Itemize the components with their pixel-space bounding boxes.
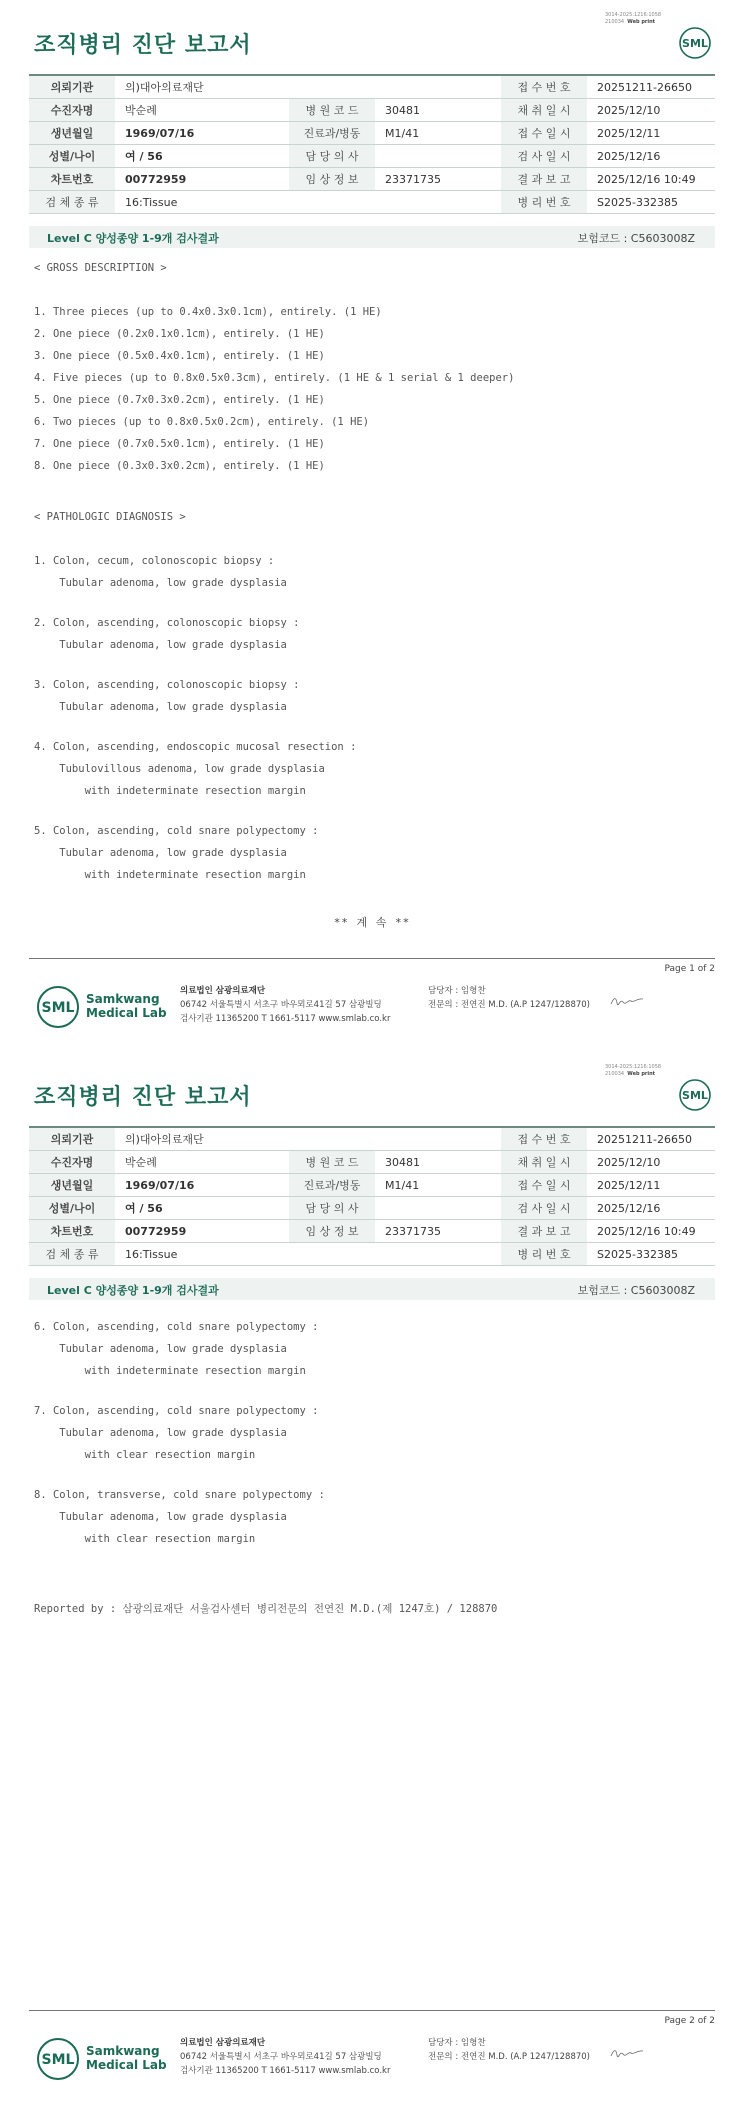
specialist-name: 전문의 : 전연진 M.D. (A.P 1247/128870): [428, 2052, 590, 2062]
info-row: [29, 168, 715, 191]
stamp-web: Web print: [627, 1071, 656, 1077]
diagnosis-result: Tubular adenoma, low grade dysplasia: [34, 1427, 287, 1439]
report-page-2: [0, 1052, 744, 2104]
specimen-value: 16:Tissue: [115, 1243, 501, 1266]
info-row: [29, 191, 715, 214]
gross-item: 6. Two pieces (up to 0.8x0.5x0.2cm), entirely. (1 HE): [34, 416, 370, 428]
doctor-label: 담 당 의 사: [289, 145, 375, 168]
reported-by: Reported by : 삼광의료재단 서울검사센터 병리전문의 전연진 M.D.(제 1247호) / 128870: [34, 1603, 498, 1615]
svg-text:SML: SML: [682, 37, 708, 50]
hospital-code-value: 30481: [375, 99, 501, 122]
continued-marker: ** 계 속 **: [333, 916, 411, 929]
clinical-label: 임 상 정 보: [289, 1220, 375, 1243]
dept-label: 진료과/병동: [289, 122, 375, 145]
info-row: [29, 99, 715, 122]
lab-name: [86, 2044, 167, 2072]
exam-date-label: 검 사 일 시: [501, 145, 587, 168]
print-stamp: [605, 12, 661, 26]
gross-item: 1. Three pieces (up to 0.4x0.3x0.1cm), entirely. (1 HE): [34, 306, 382, 318]
lab-name: [86, 992, 167, 1020]
stamp-line: 210034: [605, 1071, 625, 1077]
patient-info-table: [29, 1126, 715, 1266]
sex-age-value: 여 / 56: [115, 145, 289, 168]
lab-name-line: Samkwang: [86, 992, 160, 1006]
diagnosis-result: Tubular adenoma, low grade dysplasia: [34, 577, 287, 589]
specimen-value: 16:Tissue: [115, 191, 501, 214]
diagnosis-result: Tubular adenoma, low grade dysplasia: [34, 639, 287, 651]
lab-street: 06742 서울특별시 서초구 바우뫼로41길 57 삼광빌딩: [180, 1000, 382, 1010]
insurance-code: 보험코드 : C5603008Z: [577, 1284, 695, 1297]
info-row: [29, 1151, 715, 1174]
gross-item: 4. Five pieces (up to 0.8x0.5x0.3cm), entirely. (1 HE & 1 serial & 1 deeper): [34, 372, 515, 384]
dob-value: 1969/07/16: [115, 1174, 289, 1197]
doctor-value: [375, 145, 501, 168]
diagnosis-result: Tubulovillous adenoma, low grade dysplasia: [34, 763, 325, 775]
path-no-label: 병 리 번 호: [501, 191, 587, 214]
gross-item: 3. One piece (0.5x0.4x0.1cm), entirely. (1 HE): [34, 350, 325, 362]
dob-value: 1969/07/16: [115, 122, 289, 145]
lab-address: [180, 2036, 390, 2078]
chart-label: 차트번호: [29, 1220, 115, 1243]
receipt-no-value: 20251211-26650: [587, 75, 715, 99]
diagnosis-result: Tubular adenoma, low grade dysplasia: [34, 1343, 287, 1355]
exam-date-value: 2025/12/16: [587, 1197, 715, 1220]
patient-label: 수진자명: [29, 99, 115, 122]
svg-text:SML: SML: [41, 2052, 75, 2068]
staff-name: 담당자 : 임형찬: [428, 986, 486, 996]
diagnosis-margin: with indeterminate resection margin: [34, 869, 306, 881]
page-number: Page 1 of 2: [664, 964, 715, 974]
diagnosis-result: Tubular adenoma, low grade dysplasia: [34, 847, 287, 859]
diagnosis-site: 5. Colon, ascending, cold snare polypectomy :: [34, 825, 319, 837]
exam-date-label: 검 사 일 시: [501, 1197, 587, 1220]
sml-logo-icon: [678, 1078, 712, 1112]
patient-info-table: [29, 74, 715, 214]
doctor-label: 담 당 의 사: [289, 1197, 375, 1220]
patient-value: 박순례: [115, 1151, 289, 1174]
path-no-value: S2025-332385: [587, 1243, 715, 1266]
info-row: [29, 1174, 715, 1197]
dept-value: M1/41: [375, 122, 501, 145]
report-date-label: 결 과 보 고: [501, 1220, 587, 1243]
collect-date-label: 채 취 일 시: [501, 99, 587, 122]
diagnosis-result: Tubular adenoma, low grade dysplasia: [34, 1511, 287, 1523]
diagnosis-margin: with indeterminate resection margin: [34, 1365, 306, 1377]
collect-date-value: 2025/12/10: [587, 1151, 715, 1174]
dept-label: 진료과/병동: [289, 1174, 375, 1197]
diagnosis-margin: with clear resection margin: [34, 1449, 256, 1461]
footer-divider: [29, 2010, 715, 2011]
gross-item: 2. One piece (0.2x0.1x0.1cm), entirely. (1 HE): [34, 328, 325, 340]
diagnosis-margin: with indeterminate resection margin: [34, 785, 306, 797]
print-stamp: [605, 1064, 661, 1078]
lab-corp: 의료법인 삼광의료재단: [180, 2038, 266, 2048]
lab-contact: 검사기관 11365200 T 1661-5117 www.smlab.co.kr: [180, 1014, 391, 1024]
gross-item: 5. One piece (0.7x0.3x0.2cm), entirely. (1 HE): [34, 394, 325, 406]
lab-corp: 의료법인 삼광의료재단: [180, 986, 266, 996]
patient-value: 박순례: [115, 99, 289, 122]
lab-name-line: Samkwang: [86, 2044, 160, 2058]
staff-block: [428, 984, 590, 1012]
exam-date-value: 2025/12/16: [587, 145, 715, 168]
diagnosis-site: 1. Colon, cecum, colonoscopic biopsy :: [34, 555, 275, 567]
sex-age-label: 성별/나이: [29, 1197, 115, 1220]
receipt-no-value: 20251211-26650: [587, 1127, 715, 1151]
lab-name-line: Medical Lab: [86, 2058, 167, 2072]
diagnosis-margin: with clear resection margin: [34, 1533, 256, 1545]
svg-text:SML: SML: [682, 1089, 708, 1102]
diagnosis-site: 2. Colon, ascending, colonoscopic biopsy :: [34, 617, 300, 629]
sml-footer-logo-icon: [36, 985, 80, 1029]
doctor-value: [375, 1197, 501, 1220]
page-number: Page 2 of 2: [664, 2016, 715, 2026]
stamp-line: 3014-2025:1216:1058: [605, 12, 662, 18]
gross-item: 7. One piece (0.7x0.5x0.1cm), entirely. (1 HE): [34, 438, 325, 450]
gross-heading: < GROSS DESCRIPTION >: [34, 262, 167, 274]
receipt-no-label: 접 수 번 호: [501, 75, 587, 99]
sex-age-label: 성별/나이: [29, 145, 115, 168]
clinical-value: 23371735: [375, 1220, 501, 1243]
diagnosis-heading: < PATHOLOGIC DIAGNOSIS >: [34, 511, 186, 523]
path-no-value: S2025-332385: [587, 191, 715, 214]
diagnosis-site: 6. Colon, ascending, cold snare polypectomy :: [34, 1321, 319, 1333]
dept-value: M1/41: [375, 1174, 501, 1197]
level-title: Level C 양성종양 1-9개 검사결과: [47, 232, 219, 245]
sml-logo-icon: [678, 26, 712, 60]
svg-text:SML: SML: [41, 1000, 75, 1016]
hospital-code-label: 병 원 코 드: [289, 1151, 375, 1174]
stamp-line: 3014-2025:1216:1058: [605, 1064, 662, 1070]
info-row: [29, 145, 715, 168]
info-row: [29, 1220, 715, 1243]
level-bar: [29, 226, 715, 248]
receipt-no-label: 접 수 번 호: [501, 1127, 587, 1151]
lab-contact: 검사기관 11365200 T 1661-5117 www.smlab.co.kr: [180, 2066, 391, 2076]
chart-value: 00772959: [115, 168, 289, 191]
info-row: [29, 75, 715, 99]
institution-label: 의뢰기관: [29, 75, 115, 99]
patient-label: 수진자명: [29, 1151, 115, 1174]
info-row: [29, 1243, 715, 1266]
signature-icon: [610, 2048, 644, 2058]
report-date-label: 결 과 보 고: [501, 168, 587, 191]
staff-name: 담당자 : 임형찬: [428, 2038, 486, 2048]
hospital-code-value: 30481: [375, 1151, 501, 1174]
diagnosis-site: 3. Colon, ascending, colonoscopic biopsy :: [34, 679, 300, 691]
lab-address: [180, 984, 390, 1026]
institution-value: 의)대아의료재단: [115, 1127, 501, 1151]
info-row: [29, 1127, 715, 1151]
chart-label: 차트번호: [29, 168, 115, 191]
level-title: Level C 양성종양 1-9개 검사결과: [47, 1284, 219, 1297]
info-row: [29, 1197, 715, 1220]
collect-date-label: 채 취 일 시: [501, 1151, 587, 1174]
sex-age-value: 여 / 56: [115, 1197, 289, 1220]
gross-item: 8. One piece (0.3x0.3x0.2cm), entirely. (1 HE): [34, 460, 325, 472]
stamp-line: 210034: [605, 19, 625, 25]
receipt-date-value: 2025/12/11: [587, 122, 715, 145]
signature-icon: [610, 996, 644, 1006]
collect-date-value: 2025/12/10: [587, 99, 715, 122]
info-row: [29, 122, 715, 145]
footer-divider: [29, 958, 715, 959]
clinical-value: 23371735: [375, 168, 501, 191]
diagnosis-site: 4. Colon, ascending, endoscopic mucosal resection :: [34, 741, 357, 753]
dob-label: 생년월일: [29, 1174, 115, 1197]
lab-name-line: Medical Lab: [86, 1006, 167, 1020]
specimen-label: 검 체 종 류: [29, 1243, 115, 1266]
dob-label: 생년월일: [29, 122, 115, 145]
hospital-code-label: 병 원 코 드: [289, 99, 375, 122]
report-date-value: 2025/12/16 10:49: [587, 168, 715, 191]
receipt-date-label: 접 수 일 시: [501, 122, 587, 145]
clinical-label: 임 상 정 보: [289, 168, 375, 191]
level-bar: [29, 1278, 715, 1300]
diagnosis-site: 7. Colon, ascending, cold snare polypectomy :: [34, 1405, 319, 1417]
specimen-label: 검 체 종 류: [29, 191, 115, 214]
staff-block: [428, 2036, 590, 2064]
diagnosis-result: Tubular adenoma, low grade dysplasia: [34, 701, 287, 713]
receipt-date-value: 2025/12/11: [587, 1174, 715, 1197]
stamp-web: Web print: [627, 19, 656, 25]
chart-value: 00772959: [115, 1220, 289, 1243]
receipt-date-label: 접 수 일 시: [501, 1174, 587, 1197]
lab-street: 06742 서울특별시 서초구 바우뫼로41길 57 삼광빌딩: [180, 2052, 382, 2062]
report-title: 조직병리 진단 보고서: [34, 33, 252, 58]
insurance-code: 보험코드 : C5603008Z: [577, 232, 695, 245]
institution-value: 의)대아의료재단: [115, 75, 501, 99]
report-date-value: 2025/12/16 10:49: [587, 1220, 715, 1243]
sml-footer-logo-icon: [36, 2037, 80, 2081]
diagnosis-site: 8. Colon, transverse, cold snare polypectomy :: [34, 1489, 325, 1501]
specialist-name: 전문의 : 전연진 M.D. (A.P 1247/128870): [428, 1000, 590, 1010]
report-title: 조직병리 진단 보고서: [34, 1085, 252, 1110]
institution-label: 의뢰기관: [29, 1127, 115, 1151]
path-no-label: 병 리 번 호: [501, 1243, 587, 1266]
